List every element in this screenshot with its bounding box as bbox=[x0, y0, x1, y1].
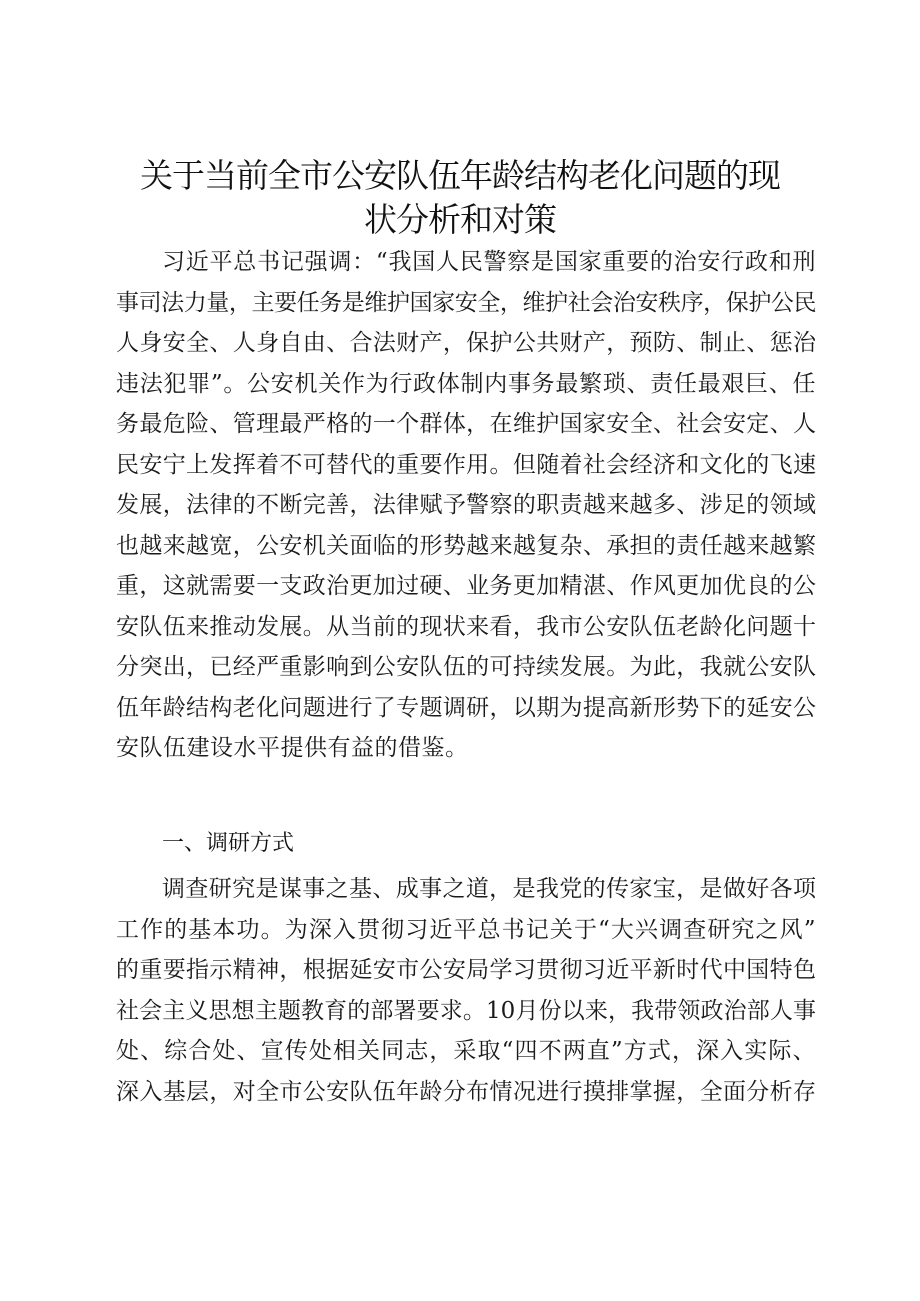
paragraph-line: 务最危险、管理最严格的一个群体，在维护国家安全、社会安定、人 bbox=[116, 411, 816, 437]
paragraph-line: 调查研究是谋事之基、成事之道，是我党的传家宝，是做好各项 bbox=[162, 876, 816, 902]
paragraph-line: 处、综合处、宣传处相关同志，采取“四不两直”方式，深入实际、 bbox=[116, 1038, 816, 1064]
paragraph-line: 违法犯罪”。公安机关作为行政体制内事务最繁琐、责任最艰巨、任 bbox=[116, 370, 816, 397]
paragraph-line: 伍年龄结构老化问题进行了专题调研，以期为提高新形势下的延安公 bbox=[116, 694, 816, 721]
paragraph-line: 习近平总书记强调：“我国人民警察是国家重要的治安行政和刑 bbox=[162, 249, 816, 275]
intro-paragraph bbox=[116, 242, 816, 769]
paragraph-line: 的重要指示精神，根据延安市公安局学习贯彻习近平新时代中国特色 bbox=[116, 957, 816, 983]
title-line-1: 关于当前全市公安队伍年龄结构老化问题的现 bbox=[140, 156, 780, 195]
paragraph-line: 安队伍建设水平提供有益的借鉴。 bbox=[116, 735, 469, 761]
title-line-2: 状分析和对策 bbox=[364, 200, 556, 239]
paragraph-line: 深入基层，对全市公安队伍年龄分布情况进行摸排掌握，全面分析存 bbox=[116, 1078, 816, 1105]
paragraph-line: 工作的基本功。为深入贯彻习近平总书记关于“大兴调查研究之风” bbox=[116, 916, 816, 943]
paragraph-line: 社会主义思想主题教育的部署要求。10月份以来，我带领政治部人事 bbox=[116, 997, 816, 1024]
paragraph-line: 也越来越宽，公安机关面临的形势越来越复杂、承担的责任越来越繁 bbox=[116, 532, 816, 559]
paragraph-line: 事司法力量，主要任务是维护国家安全，维护社会治安秩序，保护公民 bbox=[116, 289, 816, 316]
paragraph-line: 发展，法律的不断完善，法律赋予警察的职责越来越多、涉足的领域 bbox=[116, 492, 816, 518]
section-paragraph bbox=[116, 869, 816, 1112]
paragraph-line: 民安宁上发挥着不可替代的重要作用。但随着社会经济和文化的飞速 bbox=[116, 451, 816, 478]
paragraph-line: 重，这就需要一支政治更加过硬、业务更加精湛、作风更加优良的公 bbox=[116, 573, 816, 599]
paragraph-line: 安队伍来推动发展。从当前的现状来看，我市公安队伍老龄化问题十 bbox=[116, 613, 816, 640]
paragraph-line: 人身安全、人身自由、合法财产，保护公共财产，预防、制止、惩治 bbox=[116, 330, 816, 356]
paragraph-line: 分突出，已经严重影响到公安队伍的可持续发展。为此，我就公安队 bbox=[116, 654, 816, 680]
section-heading: 一、调研方式 bbox=[162, 831, 295, 856]
document-title bbox=[110, 154, 810, 242]
